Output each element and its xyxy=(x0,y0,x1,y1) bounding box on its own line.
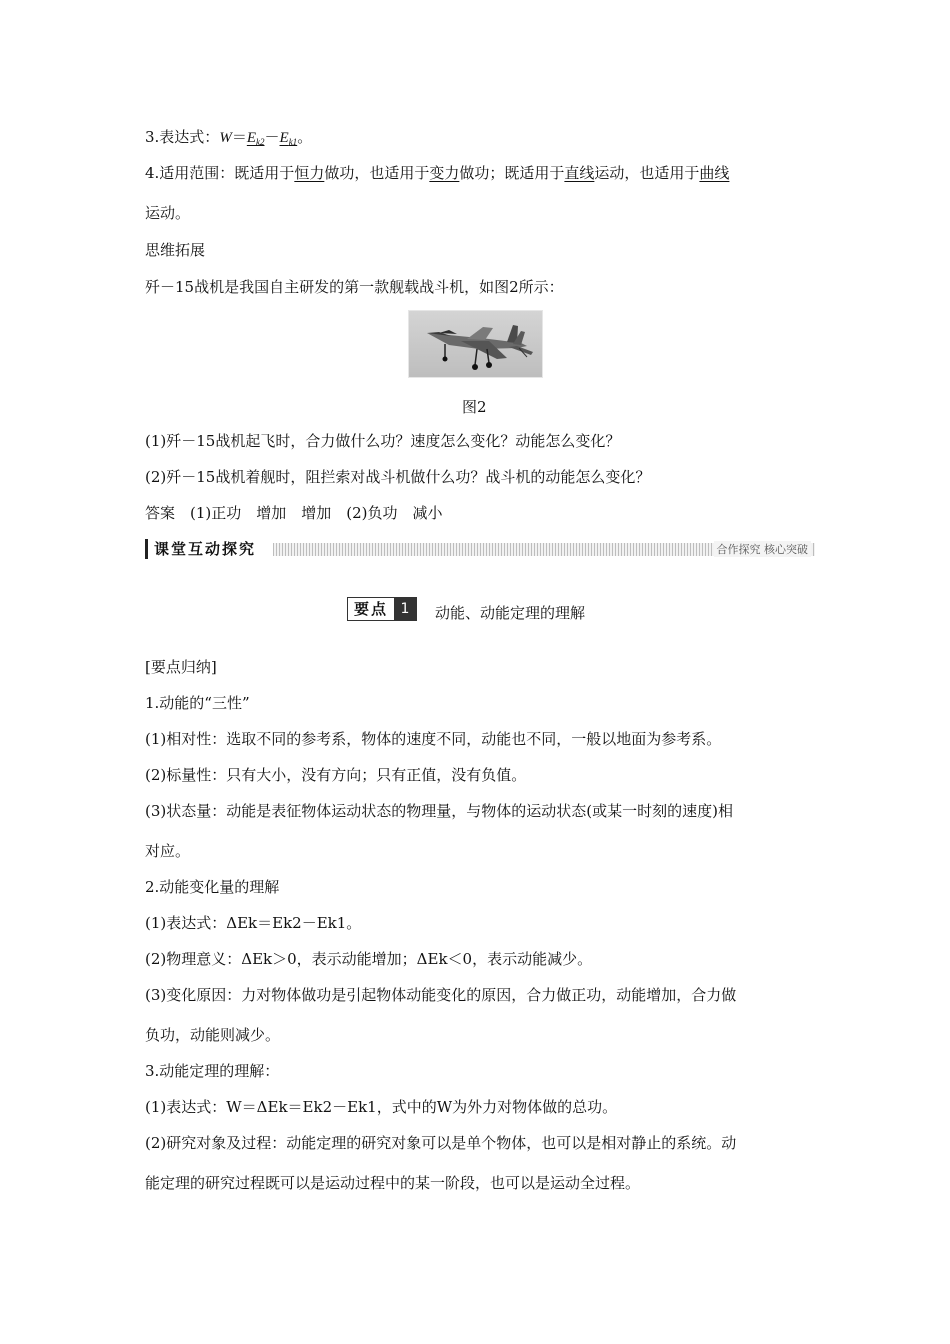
expression-line: 3.表达式：$W=E_{k2}-E_{k1}$。 xyxy=(145,128,313,147)
keypoint-title: 动能、动能定理的理解 xyxy=(435,604,586,622)
formula-ek2: $E_{k2}$ xyxy=(246,130,265,147)
section-1-item-1: (1)相对性：选取不同的参考系，物体的速度不同，动能也不同，一般以地面为参考系。 xyxy=(145,730,722,748)
blank-constant-force: 恒力 xyxy=(294,164,325,182)
section-2-item-1: (1)表达式：ΔEk＝Ek2－Ek1。 xyxy=(145,914,362,932)
keypoint-number: 1 xyxy=(394,598,416,620)
scope-line-cont: 运动。 xyxy=(145,204,191,222)
section-banner xyxy=(145,539,815,559)
banner-subtitle: 合作探究 核心突破 xyxy=(714,541,812,557)
formula-ek1: $E_{k1}$ xyxy=(279,130,298,147)
section-2-heading: 2.动能变化量的理解 xyxy=(145,878,280,896)
intro-text: 歼－15战机是我国自主研发的第一款舰载战斗机，如图2所示： xyxy=(145,278,564,296)
summary-heading: [要点归纳] xyxy=(145,658,217,676)
scope-line: 4.适用范围：既适用于恒力做功，也适用于变力做功；既适用于直线运动，也适用于曲线 xyxy=(145,164,730,182)
keypoint-label: 要点 xyxy=(348,598,394,620)
thinking-heading: 思维拓展 xyxy=(145,241,206,259)
section-3-item-2: (2)研究对象及过程：动能定理的研究对象可以是单个物体，也可以是相对静止的系统。动 xyxy=(145,1134,737,1152)
section-1-item-3-cont: 对应。 xyxy=(145,842,191,860)
section-2-item-3: (3)变化原因：力对物体做功是引起物体动能变化的原因，合力做正功，动能增加，合力做 xyxy=(145,986,737,1004)
keypoint-badge xyxy=(347,597,417,621)
section-2-item-2: (2)物理意义：ΔEk＞0，表示动能增加；ΔEk＜0，表示动能减少。 xyxy=(145,950,593,968)
figure-caption: 图2 xyxy=(462,398,487,416)
section-1-heading: 1.动能的“三性” xyxy=(145,694,250,712)
blank-variable-force: 变力 xyxy=(429,164,460,182)
section-1-item-3: (3)状态量：动能是表征物体运动状态的物理量，与物体的运动状态(或某一时刻的速度)相 xyxy=(145,802,733,820)
section-3-heading: 3.动能定理的理解： xyxy=(145,1062,280,1080)
formula-minus: － xyxy=(264,128,280,146)
banner-title: 课堂互动探究 xyxy=(145,539,270,559)
question-1: (1)歼－15战机起飞时，合力做什么功？速度怎么变化？动能怎么变化？ xyxy=(145,432,621,450)
section-2-item-3-cont: 负功，动能则减少。 xyxy=(145,1026,281,1044)
section-1-item-2: (2)标量性：只有大小，没有方向；只有正值，没有负值。 xyxy=(145,766,527,784)
formula-w: W xyxy=(219,130,232,146)
fighter-jet-photo xyxy=(408,310,543,378)
question-2: (2)歼－15战机着舰时，阻拦索对战斗机做什么功？战斗机的动能怎么变化？ xyxy=(145,468,651,486)
formula-eq: ＝ xyxy=(231,128,247,146)
fighter-jet-icon xyxy=(409,311,543,378)
blank-straight-line: 直线 xyxy=(564,164,595,182)
section-3-item-2-cont: 能定理的研究过程既可以是运动过程中的某一阶段，也可以是运动全过程。 xyxy=(145,1174,641,1192)
blank-curve: 曲线 xyxy=(699,164,730,182)
expression-label: 3.表达式： xyxy=(145,128,220,146)
section-3-item-1: (1)表达式：W＝ΔEk＝Ek2－Ek1，式中的W为外力对物体做的总功。 xyxy=(145,1098,618,1116)
answer-line: 答案 (1)正功 增加 增加 (2)负功 减小 xyxy=(145,504,443,522)
